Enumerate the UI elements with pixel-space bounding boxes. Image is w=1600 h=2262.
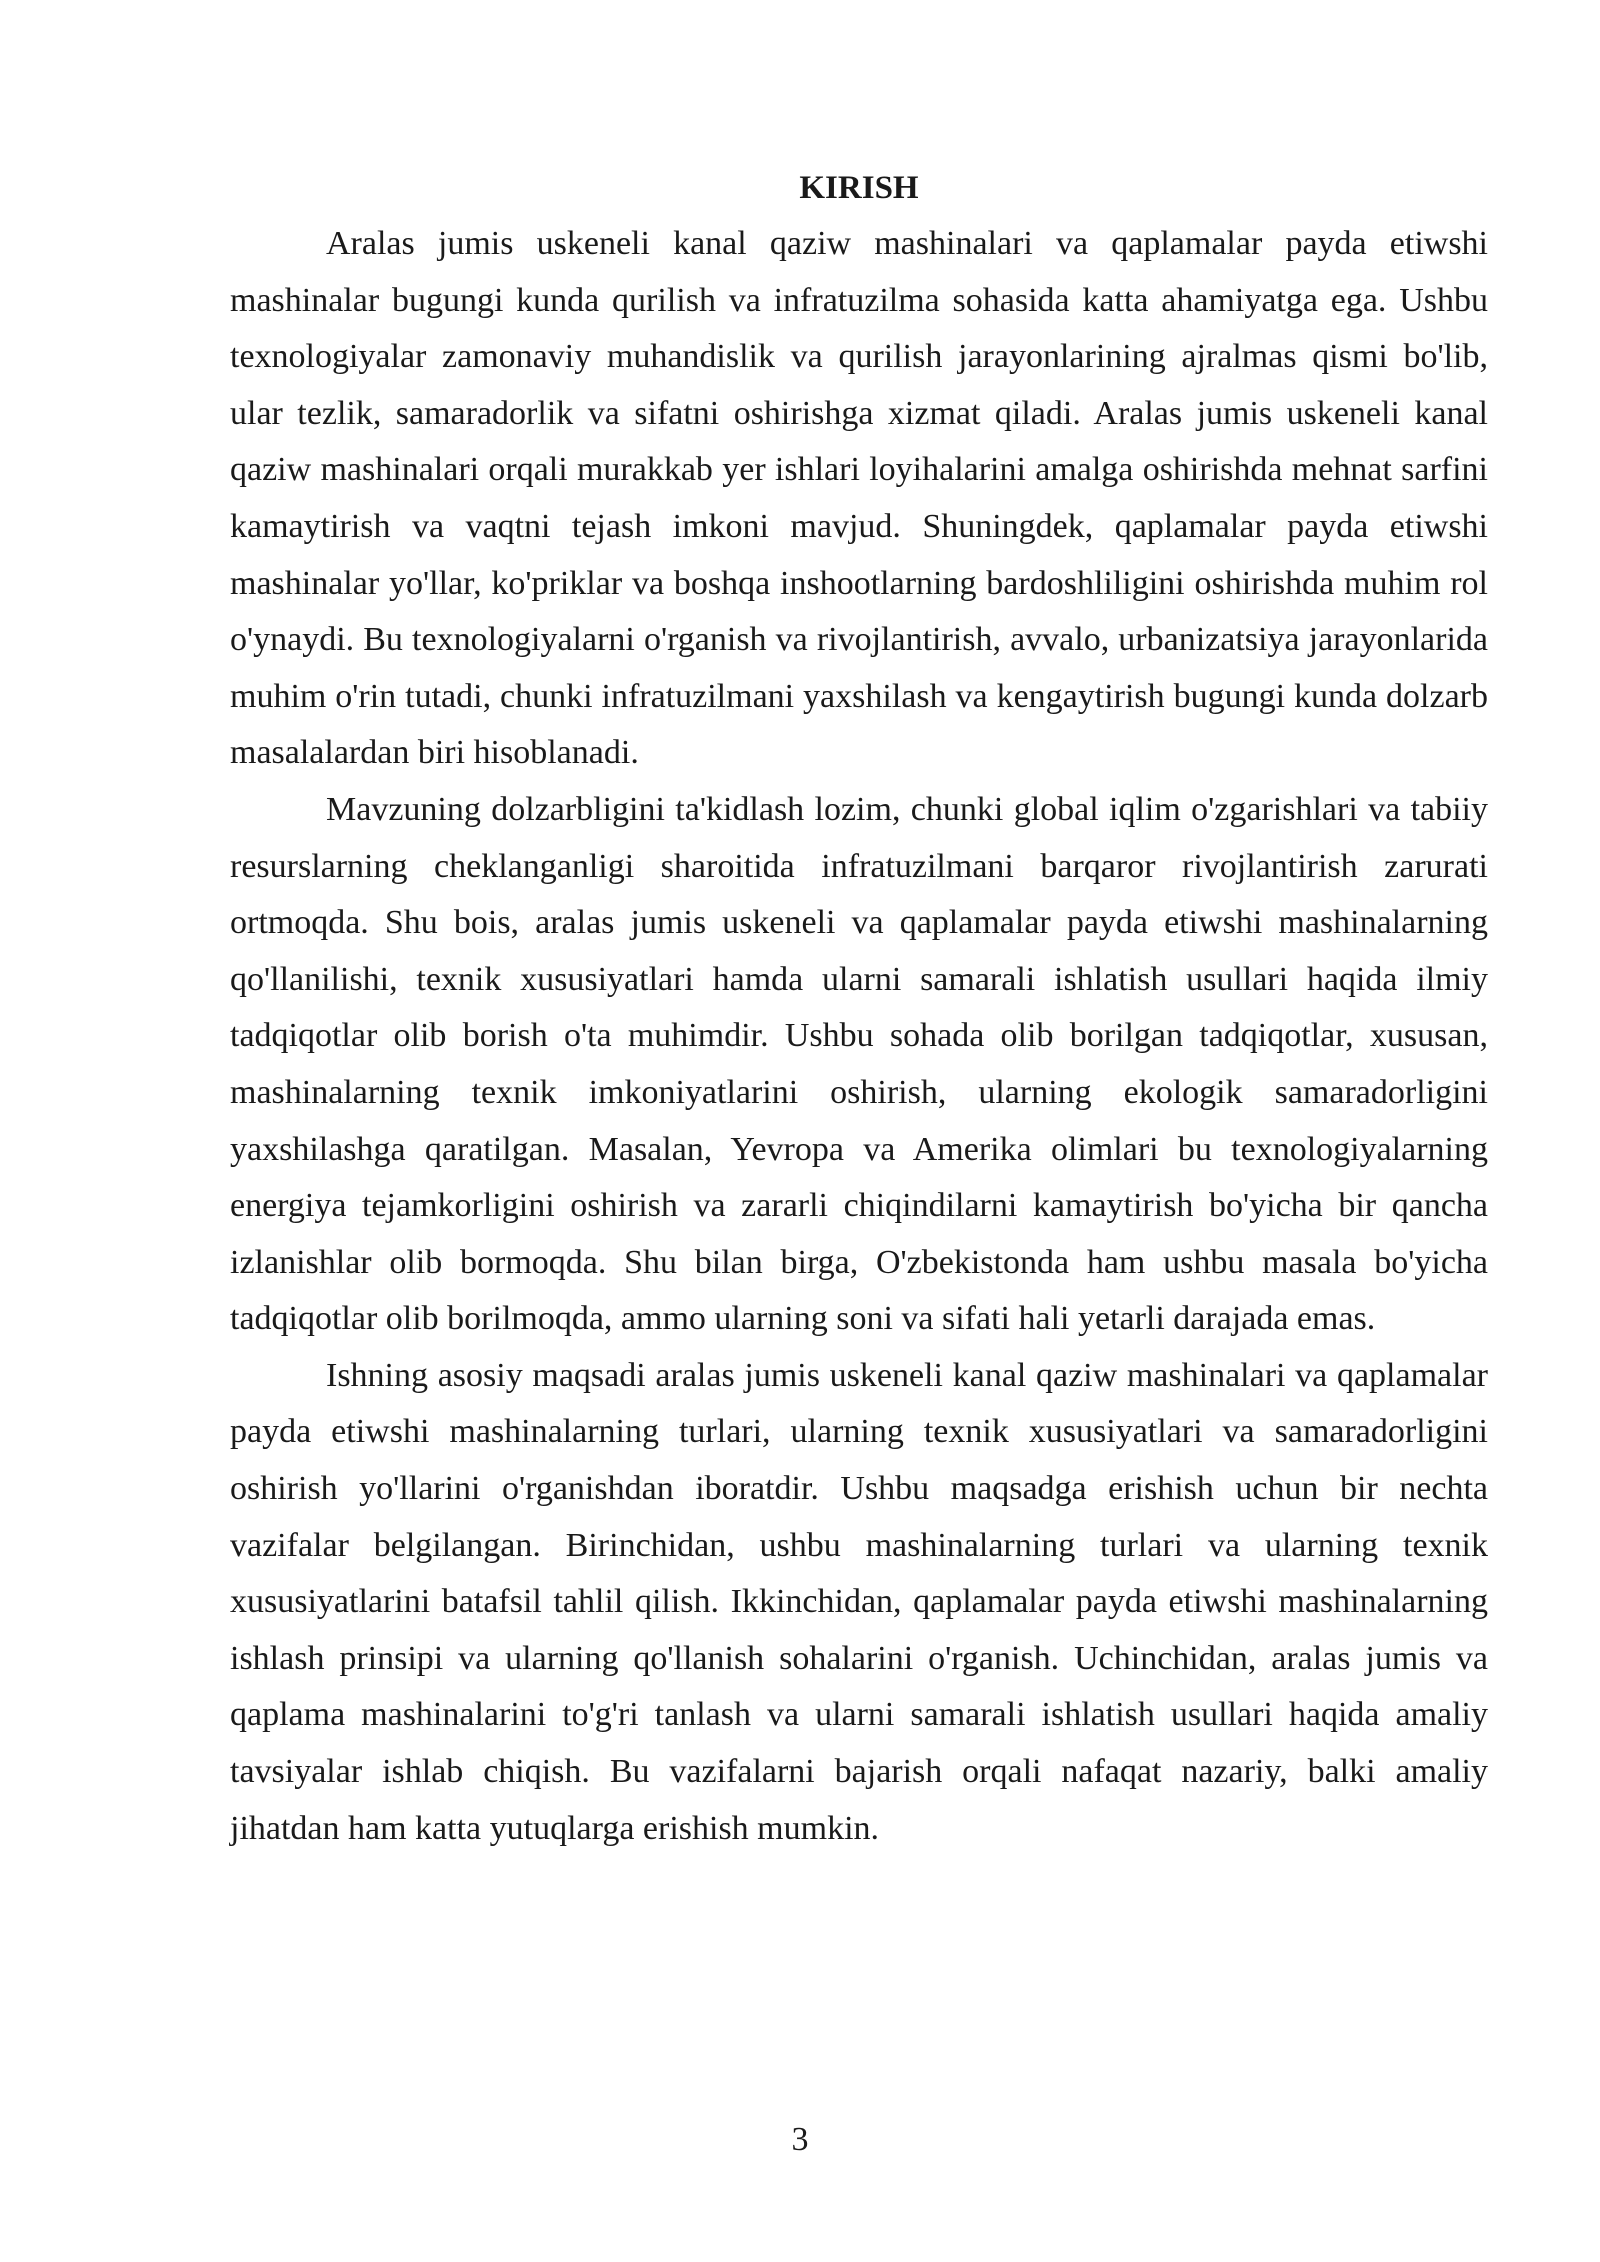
paragraph-introduction: Aralas jumis uskeneli kanal qaziw mashinalari va qaplamalar payda etiwshi mashinalar bugungi kunda qurilish va infratuzilma sohasida katta ahamiyatga ega. Ushbu texnologiyalar zamonaviy muhandislik va qurilish jarayonlarining ajralmas qismi bo'lib, ular tezlik, samaradorlik va sifatni oshirishga xizmat qiladi. Aralas jumis uskeneli kanal qaziw mashinalari orqali murakkab yer ishlari loyihalarini amalga oshirishda mehnat sarfini kamaytirish va vaqtni tejash imkoni mavjud. Shuningdek, qaplamalar payda etiwshi mashinalar yo'llar, ko'priklar va boshqa inshootlarning bardoshliligini oshirishda muhim rol o'ynaydi. Bu texnologiyalarni o'rganish va rivojlantirish, avvalo, urbanizatsiya jarayonlarida muhim o'rin tutadi, chunki infratuzilmani yaxshilash va kengaytirish bugungi kunda dolzarb masalalardan biri hisoblanadi. bbox=[230, 225, 1488, 772]
document-page bbox=[230, 160, 1488, 1857]
page-number: 3 bbox=[791, 2121, 809, 2158]
page-title: KIRISH bbox=[799, 170, 919, 206]
paragraph-objectives: Ishning asosiy maqsadi aralas jumis uskeneli kanal qaziw mashinalari va qaplamalar payda etiwshi mashinalarning turlari, ularning texnik xususiyatlari va samaradorligini oshirish yo'llarini o'rganishdan iboratdir. Ushbu maqsadga erishish uchun bir nechta vazifalar belgilangan. Birinchidan, ushbu mashinalarning turlari va ularning texnik xususiyatlarini batafsil tahlil qilish. Ikkinchidan, qaplamalar payda etiwshi mashinalarning ishlash prinsipi va ularning qo'llanish sohalarini o'rganish. Uchinchidan, aralas jumis va qaplama mashinalarini to'g'ri tanlash va ularni samarali ishlatish usullari haqida amaliy tavsiyalar ishlab chiqish. Bu vazifalarni bajarish orqali nafaqat nazariy, balki amaliy jihatdan ham katta yutuqlarga erishish mumkin. bbox=[230, 1356, 1488, 1847]
paragraph-relevance: Mavzuning dolzarbligini ta'kidlash lozim, chunki global iqlim o'zgarishlari va tabiiy resurslarning cheklanganligi sharoitida infratuzilmani barqaror rivojlantirish zarurati ortmoqda. Shu bois, aralas jumis uskeneli va qaplamalar payda etiwshi mashinalarning qo'llanilishi, texnik xususiyatlari hamda ularni samarali ishlatish usullari haqida ilmiy tadqiqotlar olib borish o'ta muhimdir. Ushbu sohada olib borilgan tadqiqotlar, xususan, mashinalarning texnik imkoniyatlarini oshirish, ularning ekologik samaradorligini yaxshilashga qaratilgan. Masalan, Yevropa va Amerika olimlari bu texnologiyalarning energiya tejamkorligini oshirish va zararli chiqindilarni kamaytirish bo'yicha bir qancha izlanishlar olib bormoqda. Shu bilan birga, O'zbekistonda ham ushbu masala bo'yicha tadqiqotlar olib borilmoqda, ammo ularning soni va sifati hali yetarli darajada emas. bbox=[230, 790, 1488, 1338]
